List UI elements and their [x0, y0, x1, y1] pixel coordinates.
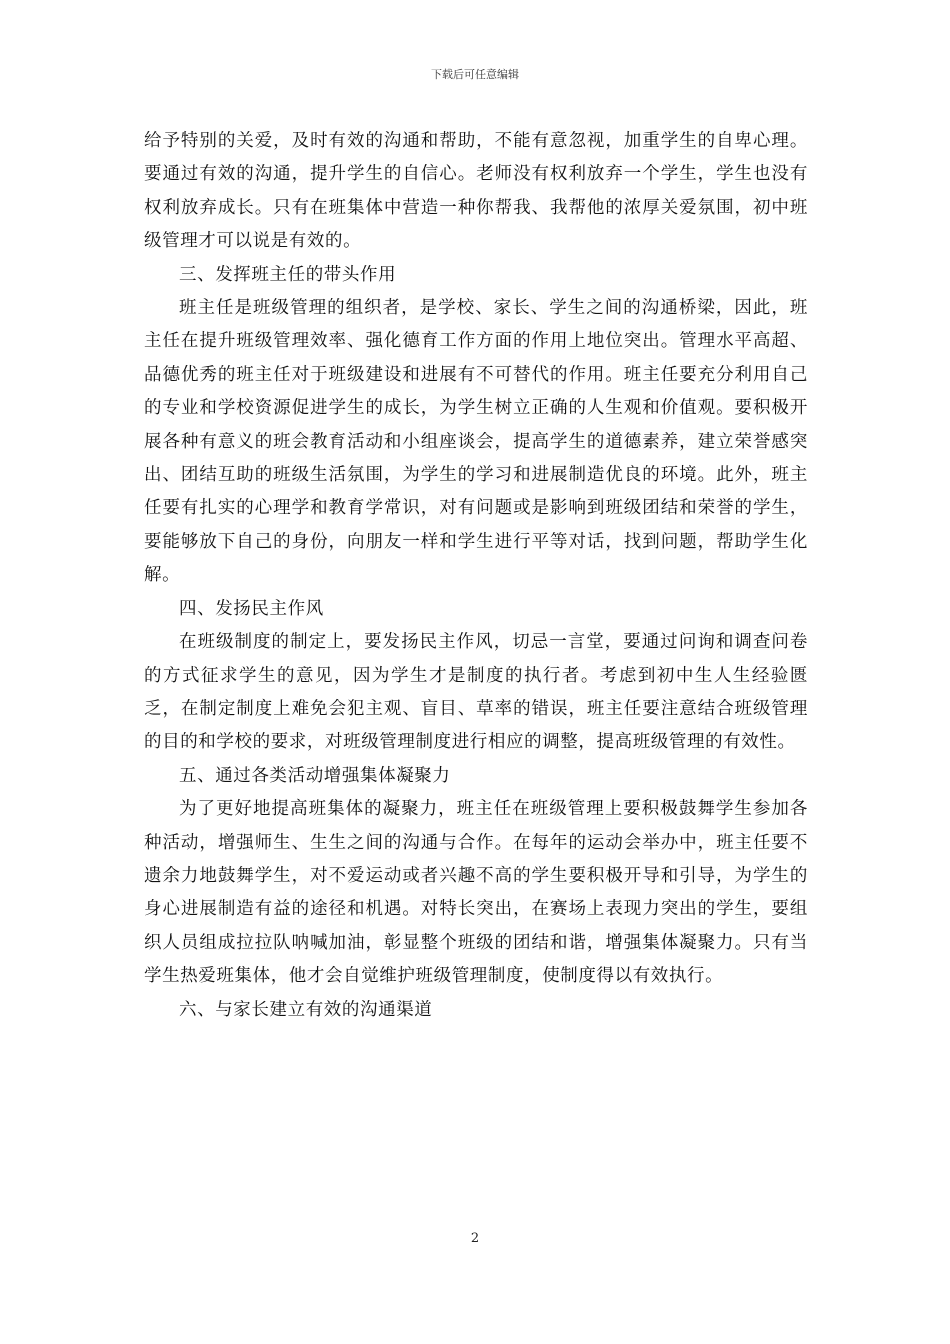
section-heading-4: 四、发扬民主作风 — [179, 598, 324, 619]
section-heading-5: 五、通过各类活动增强集体凝聚力 — [179, 765, 451, 786]
document-body — [144, 125, 808, 1027]
paragraph-section-3: 班主任是班级管理的组织者，是学校、家长、学生之间的沟通桥梁，因此，班主任在提升班级管理效率、强化德育工作方面的作用上地位突出。管理水平高超、品德优秀的班主任对于班级建设和进展有不可替代的作用。班主任要充分利用自己的专业和学校资源促进学生的成长，为学生树立正确的人生观和价值观。要积极开展各种有意义的班会教育活动和小组座谈会，提高学生的道德素养，建立荣誉感突出、团结互助的班级生活氛围，为学生的学习和进展制造优良的环境。此外，班主任要有扎实的心理学和教育学常识，对有问题或是影响到班级团结和荣誉的学生，要能够放下自己的身份，向朋友一样和学生进行平等对话，找到问题，帮助学生化解。 — [144, 298, 808, 586]
paragraph-continued: 给予特别的关爱，及时有效的沟通和帮助，不能有意忽视，加重学生的自卑心理。要通过有效的沟通，提升学生的自信心。老师没有权利放弃一个学生，学生也没有权利放弃成长。只有在班集体中营造一种你帮我、我帮他的浓厚关爱氛围，初中班级管理才可以说是有效的。 — [144, 131, 808, 252]
paragraph-section-4: 在班级制度的制定上，要发扬民主作风，切忌一言堂，要通过问询和调查问卷的方式征求学生的意见，因为学生才是制度的执行者。考虑到初中生人生经验匮乏，在制定制度上难免会犯主观、盲目、草率的错误，班主任要注意结合班级管理的目的和学校的要求，对班级管理制度进行相应的调整，提高班级管理的有效性。 — [144, 632, 808, 753]
page-header: 下载后可任意编辑 — [431, 68, 519, 81]
section-heading-6: 六、与家长建立有效的沟通渠道 — [179, 999, 433, 1020]
section-heading-3: 三、发挥班主任的带头作用 — [179, 264, 397, 285]
page-number: 2 — [470, 1231, 480, 1246]
paragraph-section-5: 为了更好地提高班集体的凝聚力，班主任在班级管理上要积极鼓舞学生参加各种活动，增强师生、生生之间的沟通与合作。在每年的运动会举办中，班主任要不遗余力地鼓舞学生，对不爱运动或者兴趣不高的学生要积极开导和引导，为学生的身心进展制造有益的途径和机遇。对特长突出，在赛场上表现力突出的学生，要组织人员组成拉拉队呐喊加油，彰显整个班级的团结和谐，增强集体凝聚力。只有当学生热爱班集体，他才会自觉维护班级管理制度，使制度得以有效执行。 — [144, 799, 808, 987]
